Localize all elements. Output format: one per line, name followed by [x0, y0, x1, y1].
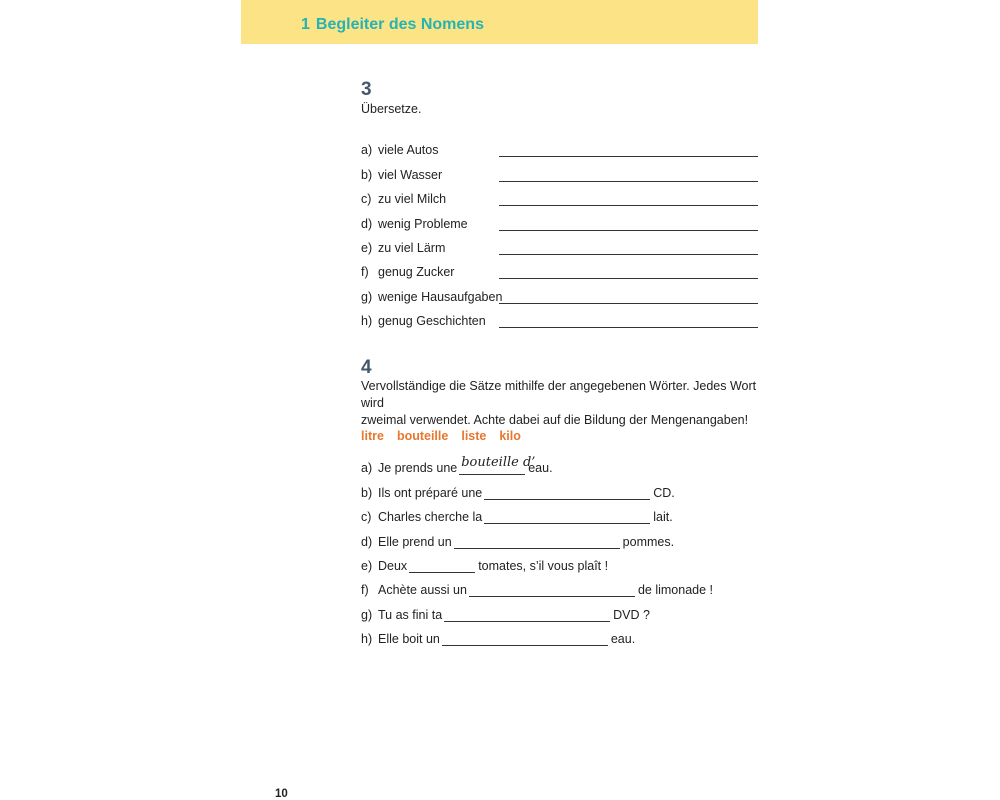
answer-line-d[interactable] — [499, 230, 758, 231]
exercise-4-item-g: g) Tu as fini ta DVD ? — [361, 608, 650, 622]
chapter-number: 1 — [301, 16, 310, 33]
fill-blank-a[interactable] — [459, 455, 536, 475]
fill-blank-g[interactable] — [444, 606, 610, 622]
chapter-title — [301, 16, 484, 34]
page-number: 10 — [275, 788, 288, 800]
exercise-4-item-d: d) Elle prend un pommes. — [361, 535, 675, 549]
exercise-4-instruction: Vervollständige die Sätze mithilfe der angegebenen Wörter. Jedes Wort wird zweimal verwendet. Achte dabei auf die Bildung der Mengenangaben! — [361, 379, 757, 427]
answer-line-c[interactable] — [499, 205, 758, 206]
exercise-4-item-h: h) Elle boit un eau. — [361, 632, 636, 646]
fill-blank-c[interactable] — [484, 508, 650, 524]
word-bank — [361, 429, 534, 443]
exercise-4-item-e: e) Deux tomates, s’il vous plaît ! — [361, 559, 609, 573]
exercise-3-item-a: a) viele Autos — [361, 143, 439, 157]
fill-blank-f[interactable] — [469, 581, 635, 597]
chapter-title-text: Begleiter des Nomens — [315, 16, 484, 33]
word-bank-item: litre — [361, 429, 384, 443]
fill-blank-d[interactable] — [454, 533, 620, 549]
word-bank-item: bouteille — [396, 429, 449, 443]
answer-line-e[interactable] — [499, 254, 758, 255]
exercise-4-item-b: b) Ils ont préparé une CD. — [361, 486, 675, 500]
answer-line-h[interactable] — [499, 327, 758, 328]
answer-line-a[interactable] — [499, 156, 758, 157]
word-bank-item: kilo — [499, 429, 521, 443]
exercise-4-item-c: c) Charles cherche la lait. — [361, 510, 673, 524]
fill-blank-b[interactable] — [484, 484, 650, 500]
exercise-3-item-c: c) zu viel Milch — [361, 192, 447, 206]
exercise-3-item-f: f) genug Zucker — [361, 265, 455, 279]
exercise-3-item-b: b) viel Wasser — [361, 168, 443, 182]
exercise-4-item-f: f) Achète aussi un de limonade ! — [361, 583, 714, 597]
fill-blank-h[interactable] — [442, 630, 608, 646]
answer-line-f[interactable] — [499, 278, 758, 279]
word-bank-item: liste — [461, 429, 487, 443]
exercise-3-item-e: e) zu viel Lärm — [361, 241, 446, 255]
exercise-3-number: 3 — [361, 79, 372, 100]
exercise-3-item-g: g) wenige Hausaufgaben — [361, 290, 503, 304]
handwritten-answer: bouteille d’ — [461, 455, 536, 470]
answer-line-b[interactable] — [499, 181, 758, 182]
exercise-4-number: 4 — [361, 357, 372, 378]
fill-blank-e[interactable] — [409, 557, 475, 573]
chapter-banner — [241, 0, 758, 44]
answer-line-g[interactable] — [499, 303, 758, 304]
exercise-3-item-d: d) wenig Probleme — [361, 217, 468, 231]
exercise-3-item-h: h) genug Geschichten — [361, 314, 486, 328]
exercise-3-instruction: Übersetze. — [361, 102, 422, 116]
exercise-4-item-a: a) Je prends une bouteille d’ eau. — [361, 455, 553, 475]
